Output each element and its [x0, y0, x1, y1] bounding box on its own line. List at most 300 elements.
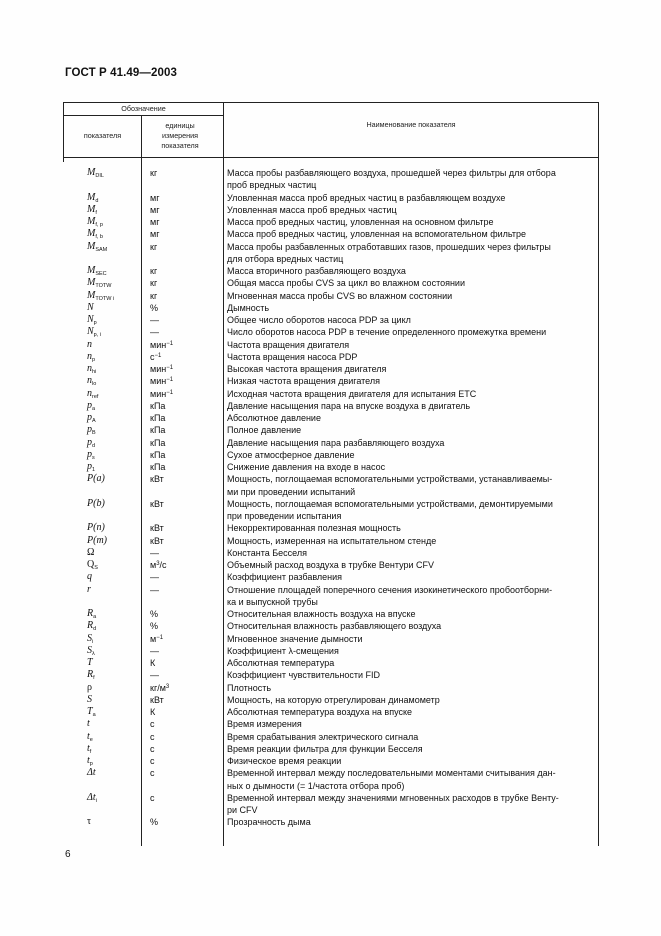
row-symbol-subscript: S: [94, 565, 98, 571]
row-symbol-main: t: [87, 755, 90, 766]
row-description: Коэффициент чувствительности FID: [227, 670, 381, 681]
table-row: [63, 718, 599, 730]
row-unit-text: с: [150, 731, 155, 742]
row-description: Давление насыщения пара разбавляющего воздуха: [227, 437, 445, 448]
row-description: Некорректированная полезная мощность: [227, 523, 401, 534]
row-symbol-subscript: d: [93, 626, 97, 633]
table-row: [63, 791, 599, 815]
row-unit: [150, 694, 220, 706]
row-unit-text: кВт: [150, 694, 164, 705]
row-unit-text: кПа: [150, 462, 166, 472]
row-symbol-subscript: B: [92, 430, 96, 437]
row-unit-text: —: [150, 327, 159, 338]
row-unit-text: с: [150, 351, 155, 362]
row-symbol: [87, 571, 137, 583]
row-unit-superscript: −1: [166, 377, 174, 384]
row-symbol-main: S: [87, 632, 92, 644]
row-symbol-main: M: [87, 191, 96, 203]
row-description: Общая масса пробы CVS за цикл во влажном состоянии: [227, 278, 465, 289]
row-unit-text: мин: [150, 364, 167, 374]
row-unit-superscript: −1: [166, 365, 174, 371]
table-row: [63, 633, 599, 645]
row-unit: [150, 290, 220, 302]
row-symbol-main: P(n): [87, 522, 105, 534]
row-unit-text: кВт: [150, 474, 164, 485]
row-symbol-main: n: [87, 387, 92, 399]
table-row: [63, 351, 599, 363]
row-description: Время срабатывания электрического сигнала: [227, 731, 419, 742]
row-symbol-subscript: p: [89, 761, 93, 767]
row-symbol-main: r: [87, 583, 91, 595]
row-description: Число оборотов насоса PDP в течение определенного промежутка времени: [227, 327, 547, 338]
row-description: Относительная влажность воздуха на впуске: [227, 609, 416, 619]
row-unit-text: с: [150, 768, 155, 779]
row-unit-text: К: [150, 707, 156, 717]
row-unit: [150, 339, 220, 351]
row-symbol-subscript: i: [92, 638, 94, 645]
row-symbol-main: M: [87, 240, 96, 252]
row-symbol-subscript: ref: [92, 393, 99, 400]
row-symbol-subscript: a: [93, 614, 97, 620]
row-symbol-main: p: [87, 436, 92, 448]
row-unit-superscript: 3: [165, 683, 170, 690]
table-row: [63, 437, 599, 449]
row-description: Масса проб вредных частиц, уловленная на вспомогательном фильтре: [227, 229, 526, 240]
row-description: Временной интервал между значениями мгновенных расходов в трубке Венту-: [227, 792, 559, 803]
row-symbol: [87, 535, 137, 547]
row-description: Мощность, измеренная на испытательном стенде: [227, 535, 437, 546]
row-unit: [150, 167, 220, 179]
row-unit-text: —: [150, 584, 159, 595]
row-symbol-subscript: d: [92, 442, 96, 449]
header-indicator: показателя: [83, 131, 122, 140]
row-symbol: [87, 792, 137, 807]
table-row: [63, 326, 599, 338]
row-unit-text: кПа: [150, 413, 166, 423]
table-row: [63, 657, 599, 669]
row-symbol-subscript: p: [92, 356, 96, 363]
row-symbol-main: p: [87, 412, 92, 423]
row-description: Дымность: [227, 302, 270, 313]
table-row: [63, 412, 599, 424]
row-symbol-subscript: d: [95, 197, 99, 204]
table-row: [63, 228, 599, 240]
row-unit-text: м: [150, 633, 157, 644]
row-unit: [150, 192, 220, 204]
row-description: Сухое атмосферное давление: [227, 449, 355, 460]
row-symbol-main: R: [87, 620, 94, 632]
row-symbol: [87, 816, 137, 828]
row-unit: [150, 326, 220, 338]
row-unit-text: %: [150, 621, 159, 632]
row-description: Масса проб вредных частиц, уловленная на основном фильтре: [227, 217, 494, 227]
table-row: [63, 363, 599, 375]
row-description: Мощность, на которую отрегулирован динамометр: [227, 694, 440, 705]
row-unit: [150, 228, 220, 240]
row-symbol: [87, 498, 137, 510]
symbols-table: [63, 102, 599, 846]
row-symbol-main: t: [87, 718, 90, 730]
row-symbol-main: R: [87, 608, 94, 619]
row-symbol-main: p: [87, 399, 92, 411]
row-unit-text: кПа: [150, 437, 166, 448]
row-symbol-main: M: [87, 228, 96, 240]
row-symbol-main: M: [87, 277, 96, 289]
row-unit: [150, 584, 220, 596]
header-name: Наименование показателя: [366, 120, 456, 129]
row-symbol-subscript: λ: [92, 650, 95, 657]
row-symbol-main: M: [87, 265, 96, 276]
table-row: [63, 461, 599, 473]
row-symbol-main: t: [87, 742, 90, 754]
row-symbol-main: M: [87, 216, 96, 227]
row-symbol-subscript: A: [92, 418, 96, 424]
table-row: [63, 290, 599, 302]
row-symbol: [87, 547, 137, 559]
row-unit: [150, 816, 220, 828]
row-unit: [150, 608, 220, 620]
row-unit-text: кг: [150, 266, 158, 276]
row-description: Прозрачность дыма: [227, 817, 311, 828]
row-unit-text: мг: [150, 229, 160, 240]
row-description: Константа Бесселя: [227, 547, 307, 558]
row-description: Абсолютная температура: [227, 658, 335, 668]
table-row: [63, 216, 599, 228]
table-row: [63, 559, 599, 571]
table-row: [63, 339, 599, 351]
row-description: Частота вращения двигателя: [227, 339, 350, 350]
row-unit-text: кВт: [150, 535, 164, 546]
table-row: [63, 388, 599, 400]
row-symbol-subscript: TOTW: [95, 283, 112, 290]
row-symbol: [87, 682, 137, 694]
row-unit: [150, 547, 220, 559]
row-unit-text: %: [150, 302, 159, 313]
row-unit: [150, 363, 220, 375]
row-symbol-main: p: [87, 461, 92, 472]
row-unit-text: —: [150, 645, 159, 656]
row-unit-text: кВт: [150, 498, 164, 509]
row-unit: [150, 388, 220, 400]
row-description: Мгновенное значение дымности: [227, 633, 363, 644]
row-unit-superscript: −1: [156, 634, 164, 641]
table-row: [63, 265, 599, 277]
row-unit: [150, 265, 220, 277]
row-symbol-subscript: f: [89, 748, 92, 755]
row-symbol-subscript: a: [92, 405, 96, 412]
row-unit-text: кВт: [150, 523, 164, 534]
row-unit-superscript: −1: [154, 352, 162, 359]
row-unit-text: кг: [150, 278, 158, 289]
row-unit: [150, 535, 220, 547]
row-description: для отбора вредных частиц: [227, 253, 344, 264]
row-description: Плотность: [227, 682, 272, 693]
row-symbol: [87, 473, 137, 485]
table-row: [63, 547, 599, 559]
table-row: [63, 449, 599, 461]
row-unit-text: кг: [150, 290, 158, 301]
row-unit: [150, 731, 220, 743]
row-description: Исходная частота вращения двигателя для испытания ETC: [227, 388, 477, 399]
row-symbol-subscript: p: [93, 320, 97, 326]
row-unit-text: с: [150, 719, 155, 730]
table-row: [63, 620, 599, 632]
row-symbol-main: Δt: [87, 767, 96, 779]
row-unit-text: кПа: [150, 400, 166, 411]
row-description: ми при проведении испытаний: [227, 486, 356, 497]
table-row: [63, 535, 599, 547]
row-unit-text: К: [150, 658, 156, 668]
row-symbol-subscript: a: [92, 712, 96, 718]
row-description: Уловленная масса проб вредных частиц: [227, 204, 397, 215]
row-symbol: [87, 767, 137, 779]
row-unit-text: с: [150, 743, 155, 754]
row-unit-text: мин: [150, 376, 167, 387]
row-symbol: [87, 339, 137, 351]
table-row: [63, 277, 599, 289]
row-symbol-main: N: [87, 314, 94, 325]
row-symbol-subscript: f, b: [95, 234, 103, 241]
row-unit: [150, 633, 220, 645]
row-unit: [150, 351, 220, 363]
row-unit-text: —: [150, 547, 159, 558]
row-symbol: [87, 657, 137, 669]
row-symbol-main: Ω: [87, 546, 95, 558]
row-symbol-main: M: [87, 167, 96, 178]
row-symbol-main: τ: [87, 816, 92, 828]
table-row: [63, 240, 599, 264]
row-unit: [150, 682, 220, 694]
row-description: Мощность, поглощаемая вспомогательными устройствами, демонтируемыми: [227, 498, 553, 509]
header-bottom-border: [63, 157, 599, 158]
row-description: проб вредных частиц: [227, 180, 317, 191]
row-symbol: [87, 584, 137, 596]
row-symbol-main: P(m): [87, 534, 107, 546]
row-symbol-main: M: [87, 203, 96, 215]
row-unit-text: %: [150, 817, 159, 828]
row-symbol-main: Δt: [87, 791, 96, 803]
table-row: [63, 522, 599, 534]
row-unit: [150, 437, 220, 449]
row-unit: [150, 743, 220, 755]
row-unit: [150, 412, 220, 424]
row-unit-text: —: [150, 670, 159, 681]
row-symbol-subscript: e: [89, 736, 93, 743]
row-symbol-main: ρ: [87, 681, 92, 693]
row-symbol-main: P(b): [87, 497, 105, 509]
row-unit: [150, 314, 220, 326]
row-unit: [150, 792, 220, 804]
row-symbol-subscript: p, i: [93, 332, 102, 339]
row-description: Абсолютная температура воздуха на впуске: [227, 707, 413, 717]
row-unit: [150, 755, 220, 767]
row-symbol-main: S: [87, 693, 92, 705]
row-unit: [150, 571, 220, 583]
row-unit: [150, 277, 220, 289]
row-unit: [150, 375, 220, 387]
row-description: Полное давление: [227, 425, 302, 436]
row-unit-text: мг: [150, 192, 160, 203]
row-symbol: [87, 694, 137, 706]
row-description: Объемный расход воздуха в трубке Вентури CFV: [227, 560, 435, 570]
document-title: ГОСТ Р 41.49—2003: [65, 67, 177, 79]
row-unit-text: кПа: [150, 425, 166, 436]
row-unit: [150, 216, 220, 228]
row-symbol: [87, 241, 137, 256]
row-symbol-main: n: [87, 350, 92, 362]
row-unit: [150, 204, 220, 216]
row-unit: [150, 473, 220, 485]
row-unit: [150, 718, 220, 730]
row-symbol-main: t: [87, 730, 90, 742]
row-unit: [150, 461, 220, 473]
row-symbol-main: M: [87, 289, 96, 301]
row-symbol: [87, 302, 137, 314]
row-description: Снижение давления на входе в насос: [227, 462, 386, 472]
row-unit: [150, 767, 220, 779]
row-description: Масса пробы разбавленных отработавших газов, прошедших через фильтры: [227, 241, 551, 252]
row-symbol-main: P(a): [87, 473, 105, 485]
row-symbol-main: q: [87, 571, 92, 583]
row-unit: [150, 657, 220, 669]
row-symbol-subscript: lo: [92, 381, 97, 388]
row-description: Физическое время реакции: [227, 756, 342, 766]
row-symbol-main: T: [87, 706, 93, 717]
row-symbol-subscript: f: [95, 209, 97, 216]
row-description: Уловленная масса проб вредных частиц в разбавляющем воздухе: [227, 192, 506, 203]
row-description: Коэффициент λ-смещения: [227, 645, 339, 656]
row-unit-superscript: 3: [156, 561, 160, 567]
row-description: Частота вращения насоса PDP: [227, 351, 358, 362]
row-symbol-main: n: [87, 363, 92, 374]
table-row: [63, 645, 599, 657]
row-unit: [150, 669, 220, 681]
row-symbol-subscript: f, p: [95, 222, 103, 228]
row-unit: [150, 559, 220, 571]
row-description: Коэффициент разбавления: [227, 572, 343, 583]
row-unit-superscript: −1: [166, 340, 174, 347]
row-symbol-main: S: [87, 644, 92, 656]
row-symbol-subscript: i: [95, 797, 97, 804]
table-row: [63, 497, 599, 521]
row-description: Высокая частота вращения двигателя: [227, 364, 387, 374]
row-symbol-subscript: SAM: [95, 246, 108, 253]
table-row: [63, 694, 599, 706]
row-description: Масса вторичного разбавляющего воздуха: [227, 266, 406, 276]
row-unit-superscript: −1: [166, 389, 174, 396]
table-row: [63, 167, 599, 191]
row-description: при проведении испытания: [227, 511, 342, 521]
row-symbol-main: R: [87, 669, 94, 681]
table-row: [63, 473, 599, 497]
row-unit-text: мг: [150, 204, 160, 215]
row-description: Масса пробы разбавляющего воздуха, прошедшей через фильтры для отбора: [227, 168, 556, 178]
row-unit: [150, 522, 220, 534]
row-unit: [150, 400, 220, 412]
row-unit: [150, 620, 220, 632]
row-unit-text: %: [150, 609, 159, 619]
row-unit: [150, 241, 220, 253]
row-symbol-subscript: 1: [92, 467, 96, 473]
row-unit-text: м: [150, 560, 157, 570]
table-row: [63, 743, 599, 755]
table-top-border: [63, 102, 599, 103]
row-symbol-subscript: hi: [92, 369, 97, 375]
table-row: [63, 424, 599, 436]
row-symbol-main: n: [87, 338, 92, 350]
row-unit-text: —: [150, 572, 159, 583]
table-row: [63, 706, 599, 718]
row-unit: [150, 302, 220, 314]
row-unit: [150, 424, 220, 436]
table-row: [63, 608, 599, 620]
row-symbol-main: p: [87, 424, 92, 436]
table-row: [63, 816, 599, 828]
row-unit-text: кг/м: [150, 682, 166, 693]
row-unit: [150, 449, 220, 461]
row-description: Низкая частота вращения двигателя: [227, 376, 380, 387]
row-symbol-main: Q: [87, 559, 95, 570]
row-description: Мощность, поглощаемая вспомогательными устройствами, устанавливаемы-: [227, 474, 553, 485]
row-unit: [150, 498, 220, 510]
table-row: [63, 571, 599, 583]
row-symbol-main: T: [87, 657, 93, 668]
row-description: Временной интервал между последовательными моментами считывания дан-: [227, 768, 556, 779]
row-description: Давление насыщения пара на впуске воздуха в двигатель: [227, 400, 471, 411]
table-row: [63, 302, 599, 314]
table-row: [63, 669, 599, 681]
row-symbol-subscript: TOTW i: [95, 295, 115, 302]
table-row: [63, 375, 599, 387]
table-row: [63, 314, 599, 326]
table-row: [63, 767, 599, 791]
header-designation-divider: [63, 115, 223, 116]
row-description: Мгновенная масса пробы CVS во влажном состоянии: [227, 290, 453, 301]
row-symbol-subscript: f: [93, 675, 95, 682]
table-row: [63, 583, 599, 607]
row-unit-text: кг: [150, 168, 158, 178]
row-unit-text: кПа: [150, 449, 166, 460]
row-unit-text: с: [150, 792, 155, 803]
table-row: [63, 400, 599, 412]
row-unit-text: мин: [150, 339, 167, 350]
row-symbol: [87, 522, 137, 534]
row-symbol: [87, 718, 137, 730]
row-unit-text: мг: [150, 217, 160, 227]
row-symbol-subscript: SEC: [95, 271, 107, 277]
table-row: [63, 755, 599, 767]
header-units: единицы измерения показателя: [161, 121, 199, 150]
row-symbol-main: N: [87, 326, 94, 338]
table-row: [63, 682, 599, 694]
page-number: 6: [65, 849, 71, 860]
row-unit-text: —: [150, 315, 159, 325]
row-description: ных о дымности (= 1/частота отбора проб): [227, 780, 405, 791]
table-row: [63, 731, 599, 743]
row-symbol-subscript: s: [92, 454, 95, 461]
row-unit: [150, 706, 220, 718]
row-unit-text: мин: [150, 388, 167, 399]
row-description: ка и выпускной трубы: [227, 596, 318, 607]
row-unit-text: с: [150, 756, 155, 766]
row-symbol: [87, 167, 137, 182]
row-description: Относительная влажность разбавляющего воздуха: [227, 621, 442, 632]
row-symbol-main: n: [87, 375, 92, 387]
row-symbol-main: N: [87, 301, 94, 313]
row-description: Время реакции фильтра для функции Бесселя: [227, 743, 423, 754]
table-row: [63, 192, 599, 204]
table-row: [63, 204, 599, 216]
